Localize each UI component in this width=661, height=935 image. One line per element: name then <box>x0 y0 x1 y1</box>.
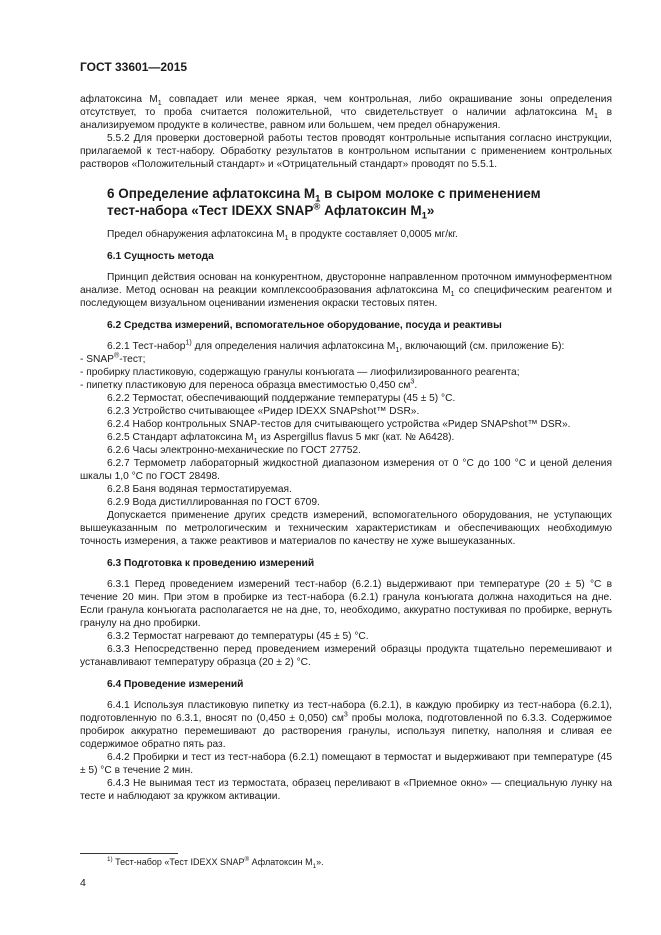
paragraph-6-4-1: 6.4.1 Используя пластиковую пипетку из тест-набора (6.2.1), в каждую пробирку из тест-набора (6.2.1), подготовленную по 6.3.1, вносят по (0,450 ± 0,050) $см^3$ пробы молока, подготовленной по 6.3.3. Содержимое пробирок аккуратно перемешивают до растворения гранулы, используя пипетку, наполняя и сливая ее содержимое обратно пять раз. <box>80 700 612 750</box>
paragraph-6-3-2: 6.3.2 Термостат нагревают до температуры (45 ± 5) °С. <box>107 631 369 642</box>
paragraph-6-3-1: 6.3.1 Перед проведением измерений тест-набор (6.2.1) выдерживают при температуре (20 ± 5) °С в течение 20 мин. При этом в пробирке из тест-набора (6.2.1) гранула конъюгата должна находиться на дне. Если гранула конъюгата располагается не на дне, то, необходимо, аккуратно постукивая по пробирке, вернуть гранулу на дно пробирки. <box>80 579 612 629</box>
paragraph-5-5-1-end: афлатоксина $M_1$ совпадает или менее яркая, чем контрольная, либо окрашивание зоны определения отсутствует, то проба считается положительной, что свидетельствует о наличии афлатоксина $M_1$ в анализируемом продукте в количестве, равном или большем, чем предел обнаружения. <box>80 94 613 131</box>
paragraph-5-5-2: 5.5.2 Для проверки достоверной работы тестов проводят контрольные испытания согласно инструкции, прилагаемой к тест-набору. Обработку результатов в контрольном испытании с применением контрольных растворов «Положительный стандарт» и «Отрицательный стандарт» проводят по 5.5.1. <box>80 133 612 170</box>
paragraph-6-4-3: 6.4.3 Не вынимая тест из термостата, образец переливают в «Приемное окно» — специальную лунку на тесте и наблюдают за кружком активации. <box>80 778 612 802</box>
paragraph-6-2-8: 6.2.8 Баня водяная термостатируемая. <box>107 484 292 495</box>
paragraph-6-3-3: 6.3.3 Непосредственно перед проведением измерений образцы продукта тщательно перемешивают и устанавливают температуру образца (20 ± 2) °С. <box>80 644 612 668</box>
paragraph-6-2-1: 6.2.1 Тест-набор$^{1)}$ для определения наличия афлатоксина $M_1$, включающий (см. приложение Б): <box>107 338 565 355</box>
section-6-3-title: 6.3 Подготовка к проведению измерений <box>107 558 315 569</box>
list-item-snap-test: - SNAP®-тест; <box>80 351 146 365</box>
paragraph-6-2-3: 6.2.3 Устройство считывающее «Ридер IDEXX SNAPshot™ DSR». <box>107 406 420 417</box>
footnote: $^{1)}$ Тест-набор «Тест IDEXX SNAP® Афлатоксин $M_1$». <box>107 856 324 870</box>
paragraph-6-4-2: 6.4.2 Пробирки и тест из тест-набора (6.2.1) помещают в термостат и выдерживают при температуре (45 ± 5) °С в течение 2 мин. <box>80 752 612 776</box>
list-item-tube: - пробирку пластиковую, содержащую гранулы конъюгата — лиофилизированного реагента; <box>80 367 520 378</box>
section-6-2-title: 6.2 Средства измерений, вспомогательное оборудование, посуда и реактивы <box>107 320 502 331</box>
paragraph-6-2-note: Допускается применение других средств измерений, вспомогательного оборудования, не уступающих вышеуказанным по метрологическим и техническим характеристикам и обеспечивающих необходимую точность измерения, а также реактивов и материалов по качеству не хуже вышеуказанных. <box>80 510 612 547</box>
paragraph-6-2-2: 6.2.2 Термостат, обеспечивающий поддержание температуры (45 ± 5) °С. <box>107 393 456 404</box>
section-6-1-title: 6.1 Сущность метода <box>107 251 214 262</box>
section-6-title: 6 Определение афлатоксина $M_1$ в сыром молоке с применением тест-набора «Тест IDEXX SNAP® Афлатоксин $M_1$» <box>107 186 541 222</box>
footnote-divider <box>80 853 178 854</box>
detection-limit: Предел обнаружения афлатоксина $M_1$ в продукте составляет 0,0005 мг/кг. <box>107 229 458 243</box>
page-number: 4 <box>80 877 86 889</box>
list-item-pipette: - пипетку пластиковую для переноса образца вместимостью 0,450 $см^3$. <box>80 377 418 391</box>
document-header: ГОСТ 33601—2015 <box>80 60 188 74</box>
paragraph-6-2-6: 6.2.6 Часы электронно-механические по ГОСТ 27752. <box>107 445 361 456</box>
paragraph-6-2-5: 6.2.5 Стандарт афлатоксина $M_1$ из Aspergillus flavus 5 мкг (кат. № А6428). <box>107 432 455 446</box>
document-body <box>80 93 612 803</box>
paragraph-6-2-9: 6.2.9 Вода дистиллированная по ГОСТ 6709. <box>107 497 320 508</box>
section-6-4-title: 6.4 Проведение измерений <box>107 679 244 690</box>
paragraph-6-1: Принцип действия основан на конкурентном, двусторонне направленном проточном иммуноферментном анализе. Метод основан на реакции комплексообразования афлатоксина $M_1$ со специфическим реагентом и последующем визуальном оценивании изменения окраски тестовых пятен. <box>80 272 612 309</box>
paragraph-6-2-7: 6.2.7 Термометр лабораторный жидкостной диапазоном измерения от 0 °С до 100 °С и ценой деления шкалы 1,0 °С по ГОСТ 28498. <box>80 458 612 482</box>
paragraph-6-2-4: 6.2.4 Набор контрольных SNAP-тестов для считывающего устройства «Ридер SNAPshot™ DSR». <box>107 419 571 430</box>
